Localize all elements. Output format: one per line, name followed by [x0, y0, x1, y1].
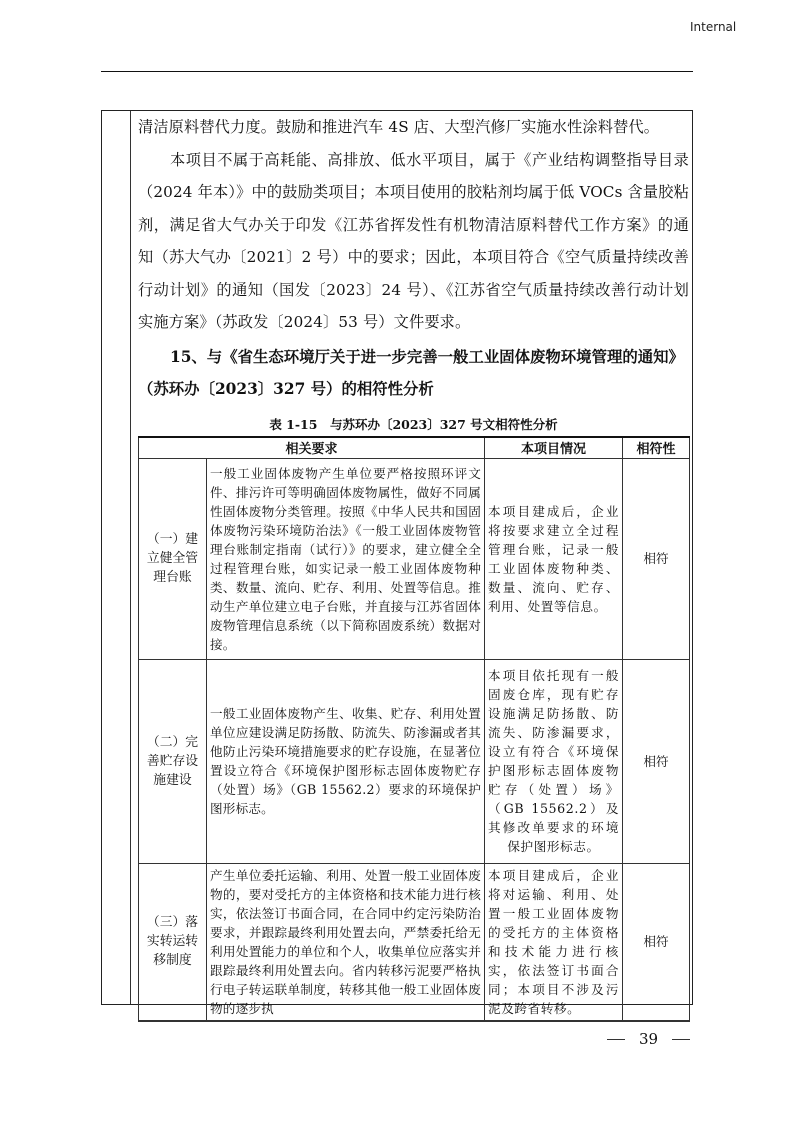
page-number: 39 — [639, 1030, 659, 1048]
document-classification-label: Internal — [690, 20, 737, 34]
header-project-status: 本项目情况 — [485, 437, 623, 459]
row-project-status: 本项目建成后，企业将按要求建立全过程管理台账，记录一般工业固体废物种类、数量、流向、贮存、利用、处置等信息。 — [485, 458, 623, 659]
paragraph-conclusion: 本项目不属于高耗能、高排放、低水平项目，属于《产业结构调整指导目录（2024 年本）》中的鼓励类项目；本项目使用的胶粘剂均属于低 VOCs 含量胶粘剂，满足省大气办关于印发《江苏省挥发性有机物清洁原料替代工作方案》的通知（苏大气办〔2021〕2 号）中的要求；因此，本项目符合《空气质量持续改善行动计划》的通知（国发〔2023〕24 号）、《江苏省空气质量持续改善行动计划实施方案》（苏政发〔2024〕53 号）文件要求。 — [138, 150, 689, 331]
header-requirements: 相关要求 — [139, 437, 485, 459]
frame-column-divider — [130, 111, 131, 1004]
main-content — [138, 111, 689, 1022]
row-conformity: 相符 — [623, 458, 690, 659]
row-requirement: 一般工业固体废物产生单位要严格按照环评文件、排污许可等明确固体废物属性，做好不同属性固体废物分类管理。按照《中华人民共和国固体废物污染环境防治法》《一般工业固体废物管理台账制定指南（试行）》的要求，建立健全全过程管理台账，如实记录一般工业固体废物种类、数量、流向、贮存、利用、处置等信息。推动生产单位建立电子台账，并直接与江苏省固体废物管理信息系统（以下简称固废系统）数据对接。 — [207, 458, 485, 659]
row-requirement: 一般工业固体废物产生、收集、贮存、利用处置单位应建设满足防扬散、防流失、防渗漏或者其他防止污染环境措施要求的贮存设施，在显著位置设立符合《环境保护图形标志固体废物贮存（处置）场》（GB 15562.2）要求的环境保护图形标志。 — [207, 659, 485, 863]
page-frame — [101, 110, 693, 1016]
row-project-status: 本项目建成后，企业将对运输、利用、处置一般工业固体废物的受托方的主体资格和技术能力进行核实，依法签订书面合同；本项目不涉及污泥及跨省转移。 — [485, 863, 623, 1021]
row-label: （三）落实转运转移制度 — [139, 863, 207, 1021]
row-requirement: 产生单位委托运输、利用、处置一般工业固体废物的，要对受托方的主体资格和技术能力进行核实，依法签订书面合同，在合同中约定污染防治要求，并跟踪最终利用处置去向，严禁委托给无利用处置能力的单位和个人，收集单位应落实并跟踪最终利用处置去向。省内转移污泥要严格执行电子转运联单制度，转移其他一般工业固体废物的逐步执 — [207, 863, 485, 1021]
footer-dash-left — [607, 1039, 625, 1040]
paragraph-continued: 清洁原料替代力度。鼓励和推进汽车 4S 店、大型汽修厂实施水性涂料替代。 — [138, 118, 660, 136]
table-header-row — [139, 437, 690, 459]
section-heading-line2: （苏环办〔2023〕327 号）的相符性分析 — [138, 379, 434, 398]
footer-dash-right — [672, 1039, 690, 1040]
table-row — [139, 863, 690, 1021]
header-conformity: 相符性 — [623, 437, 690, 459]
row-conformity: 相符 — [623, 659, 690, 863]
row-project-status: 本项目依托现有一般固废仓库，现有贮存设施满足防扬散、防流失、防渗漏要求，设立有符合《环境保护图形标志固体废物贮存（处置）场》（GB 15562.2）及其修改单要求的环境保护图形标志。 — [485, 659, 623, 863]
page-number-footer — [607, 1030, 690, 1048]
table-row — [139, 458, 690, 659]
section-heading-line1: 15、与《省生态环境厅关于进一步完善一般工业固体废物环境管理的通知》 — [170, 347, 684, 366]
table-caption: 表 1-15 与苏环办〔2023〕327 号文相符性分析 — [269, 416, 558, 432]
header-rule — [101, 71, 693, 72]
row-label: （一）建立健全管理台账 — [139, 458, 207, 659]
table-row — [139, 659, 690, 863]
section-heading — [138, 341, 689, 405]
row-label: （二）完善贮存设施建设 — [139, 659, 207, 863]
conformity-table — [138, 436, 690, 1022]
row-conformity: 相符 — [623, 863, 690, 1021]
